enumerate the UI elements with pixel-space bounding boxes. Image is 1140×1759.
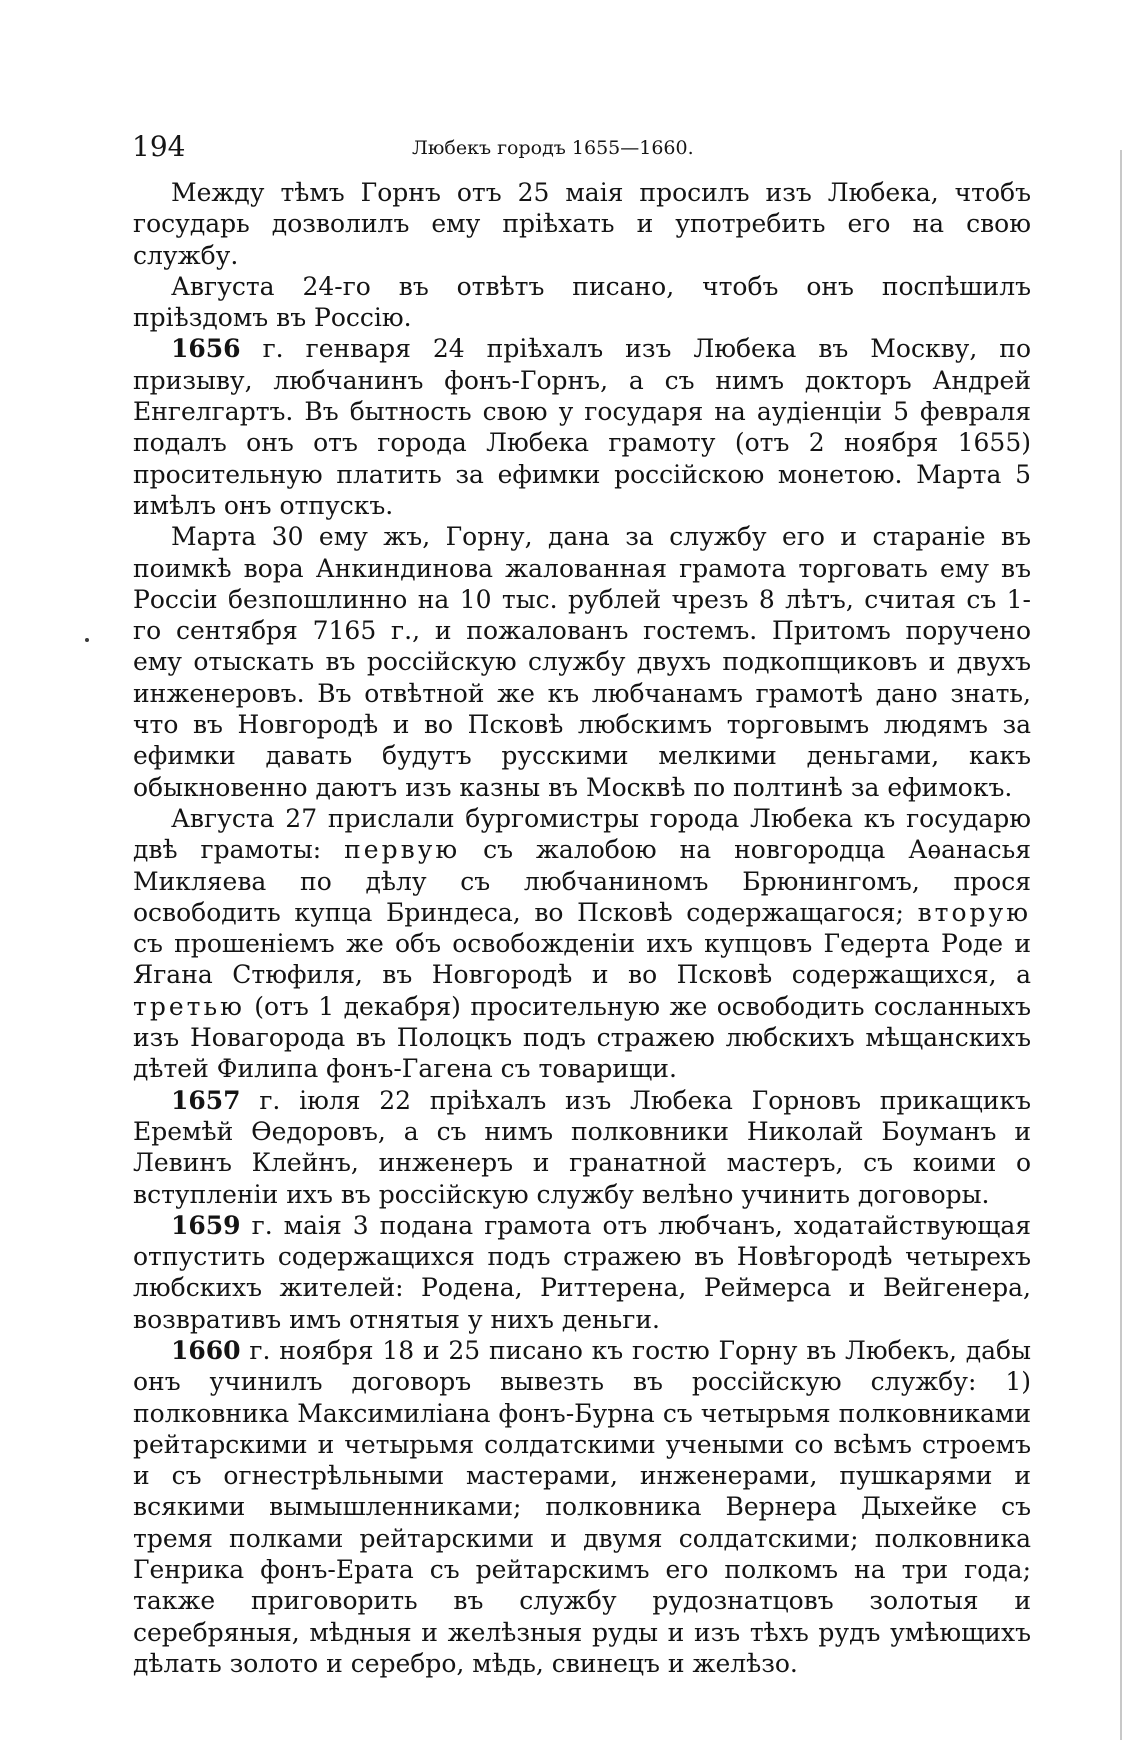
paragraph <box>133 177 1031 271</box>
paragraph <box>133 1335 1031 1679</box>
paragraph-text-part: съ прошеніемъ же объ освобожденіи ихъ купцовъ Гедерта Роде и Ягана Стюфиля, въ Новгородѣ и во Псковѣ содержащихся, а <box>133 929 1031 990</box>
scan-edge-shadow <box>1120 150 1122 1740</box>
paragraph <box>133 1085 1031 1210</box>
paragraph <box>133 271 1031 334</box>
paragraph-text: г. ноября 18 и 25 писано къ гостю Горну въ Любекъ, дабы онъ учинилъ договоръ вывезть въ россійскую службу: 1) полковника Максимиліана фонъ-Бурна съ четырьмя полковниками рейтарскими и четырьмя солдатскими учеными со всѣмъ строемъ и съ огнестрѣльными мастерами, инженерами, пушкарями и всякими вымышленниками; полковника Вернера Дыхейке съ тремя полками рейтарскими и двумя солдатскими; полковника Генрика фонъ-Ерата съ рейтарскимъ его полкомъ на три года; также приговорить въ службу рудознатцовъ золотыя и серебряныя, мѣдныя и желѣзныя руды и изъ тѣхъ рудъ умѣющихъ дѣлать золото и серебро, мѣдь, свинецъ и желѣзо. <box>133 1335 1032 1678</box>
paragraph-text: г. генваря 24 пріѣхалъ изъ Любека въ Москву, по призыву, любчанинъ фонъ-Горнъ, а съ нимъ докторъ Андрей Енгелгартъ. Въ бытность свою у государя на аудіенціи 5 февраля подалъ онъ отъ города Любека грамоту (отъ 2 ноября 1655) просительную платить за ефимки россійскою монетою. Марта 5 имѣлъ онъ отпускъ. <box>133 334 1031 520</box>
paragraph <box>133 1210 1031 1335</box>
paragraph-text-part: (отъ 1 декабря) просительную же освободить сосланныхъ изъ Новагорода въ Полоцкъ подъ стражею любскихъ мѣщанскихъ дѣтей Филипа фонъ-Гагена съ товарищи. <box>133 991 1031 1084</box>
paragraph-text: Между тѣмъ Горнъ отъ 25 маія просилъ изъ Любека, чтобъ государь дозволилъ ему пріѣхать и употребить его на свою службу. <box>133 178 1031 270</box>
year-heading: 1659 <box>171 1210 241 1240</box>
year-heading: 1657 <box>171 1085 241 1115</box>
paragraph-text-part: Августа 27 прислали бургомистры города Любека къ государю двѣ грамоты: <box>133 803 1031 865</box>
paragraph <box>133 333 1031 521</box>
paragraph-text-part: съ жалобою на новгородца Аѳанасья Микляева по дѣлу съ любчаниномъ Брюнингомъ, прося освободить купца Бриндеса, во Псковѣ содержащагося; <box>133 835 1032 927</box>
emphasis-second: вторую <box>917 897 1031 927</box>
paragraph <box>133 521 1031 803</box>
running-title: Любекъ городъ 1655—1660. <box>412 137 694 159</box>
paragraph-text: Марта 30 ему жъ, Горну, дана за службу его и стараніе въ поимкѣ вора Анкиндинова жалованная грамота торговать ему въ Россіи безпошлинно на 10 тыс. рублей чрезъ 8 лѣтъ, считая съ 1-го сентября 7165 г., и пожалованъ гостемъ. Притомъ поручено ему отыскать въ россійскую службу двухъ подкопщиковъ и двухъ инженеровъ. Въ отвѣтной же къ любчанамъ грамотѣ дано знать, что въ Новгородѣ и во Псковѣ любскимъ торговымъ людямъ за ефимки давать будутъ русскими мелкими деньгами, какъ обыкновенно даютъ изъ казны въ Москвѣ по полтинѣ за ефимокъ. <box>133 522 1031 802</box>
running-header <box>132 130 1032 164</box>
paragraph-text: Августа 24-го въ отвѣтъ писано, чтобъ онъ поспѣшилъ пріѣздомъ въ Россію. <box>133 271 1031 333</box>
year-heading: 1660 <box>171 1335 241 1365</box>
scan-speck <box>85 638 89 642</box>
emphasis-first: первую <box>344 835 461 865</box>
paragraph-text: г. маія 3 подана грамота отъ любчанъ, ходатайствующая отпустить содержащихся подъ стражею въ Новѣгородѣ четырехъ любскихъ жителей: Родена, Риттерена, Реймерса и Вейгенера, возвративъ имъ отнятыя у нихъ деньги. <box>133 1210 1032 1334</box>
emphasis-third: третью <box>133 991 245 1021</box>
page-number: 194 <box>132 130 186 163</box>
paragraph-text: г. іюля 22 пріѣхалъ изъ Любека Горновъ прикащикъ Еремѣй Ѳедоровъ, а съ нимъ полковники Николай Боуманъ и Левинъ Клейнъ, инженеръ и гранатной мастеръ, съ коими о вступленіи ихъ въ россійскую службу велѣно учинить договоры. <box>133 1085 1031 1209</box>
paragraph <box>133 803 1031 1085</box>
year-heading: 1656 <box>171 334 241 364</box>
body-text <box>133 177 1031 1679</box>
